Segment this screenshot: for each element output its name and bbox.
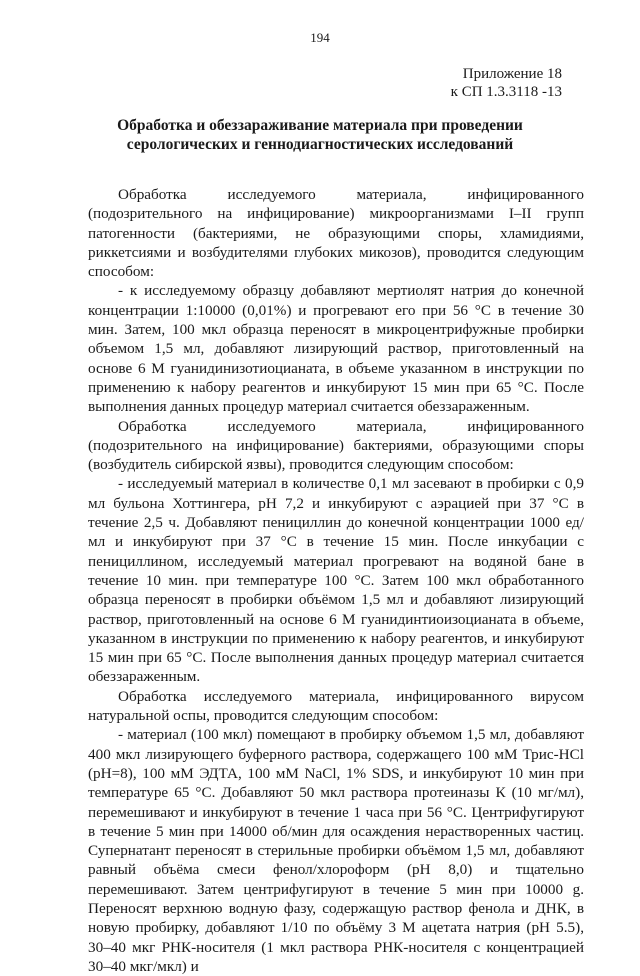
paragraph-procedure-spores: - исследуемый материал в количестве 0,1 мл засевают в пробирки с 0,9 мл бульона Хоттингера, рН 7,2 и инкубируют с аэрацией при 37 °C в течение 2,5 ч. Добавляют пенициллин до конечной концентрации 1000 ед/мл и инкубируют при 37 °C в течение 15 мин. После инкубации с пенициллином, исследуемый материал прогревают на водяной бане в течение 10 мин. при температуре 100 °C. Затем 100 мкл обработанного образца переносят в пробирки объёмом 1,5 мл и добавляют лизирующий раствор, приготовленный на основе 6 М гуанидинтиоизоцианата в объеме, указанном в инструкции по применению к набору реагентов, и инкубируют 15 мин при 65 °C. После выполнения данных процедур материал считается обеззараженным. <box>88 475 584 686</box>
title-line-1: Обработка и обеззараживание материала при проведении <box>117 117 523 134</box>
appendix-line-1: Приложение 18 <box>462 66 562 82</box>
page-number: 194 <box>310 30 330 45</box>
appendix-reference <box>451 65 562 101</box>
paragraph-intro-bacteria: Обработка исследуемого материала, инфицированного (подозрительного на инфицирование) микроорганизмами I–II групп патогенности (бактериями, не образующими споры, хламидиями, риккетсиями и возбудителями глубоких микозов), проводится следующим способом: <box>88 186 584 281</box>
title-line-2: серологических и геннодиагностических исследований <box>126 136 514 153</box>
paragraph-intro-spores: Обработка исследуемого материала, инфицированного (подозрительного на инфицирование) бактериями, образующими споры (возбудитель сибирской язвы), проводится следующим способом: <box>88 417 584 474</box>
document-title <box>80 116 560 154</box>
appendix-line-2: к СП 1.3.3118 -13 <box>450 84 562 100</box>
document-body <box>88 185 584 976</box>
paragraph-procedure-smallpox: - материал (100 мкл) помещают в пробирку объемом 1,5 мл, добавляют 400 мкл лизирующего буферного раствора, содержащего 100 мМ Трис-HCl (pH=8), 100 мМ ЭДТА, 100 мМ NaCl, 1% SDS, и инкубируют 10 мин при температуре 65 °C. Добавляют 50 мкл раствора протеиназы К (10 мг/мл), перемешивают и инкубируют в течение 1 часа при 56 °C. Центрифугируют в течение 5 мин при 14000 об/мин для осаждения нерастворенных частиц. Супернатант переносят в стерильные пробирки объёмом 1,5 мл, добавляют равный объёма смеси фенол/хлороформ (рН 8,0) и тщательно перемешивают. Затем центрифугируют в течение 5 мин при 10000 g. Переносят верхнюю водную фазу, содержащую раствор фенола и ДНК, в новую пробирку, добавляют 1/10 по объёму 3 М ацетата натрия (рН 5.5), 30–40 мкг РНК-носителя (1 мкл раствора РНК-носителя с концентрацией 30–40 мкг/мкл) и <box>88 726 584 975</box>
paragraph-intro-smallpox: Обработка исследуемого материала, инфицированного вирусом натуральной оспы, проводится следующим способом: <box>88 687 584 725</box>
paragraph-procedure-bacteria: - к исследуемому образцу добавляют мертиолят натрия до конечной концентрации 1:10000 (0,01%) и прогревают его при 56 °C в течение 30 мин. Затем, 100 мкл образца переносят в микроцентрифужные пробирки объемом 1,5 мл, добавляют лизирующий раствор, приготовленный на основе 6 М гуанидинизотиоцианата, в объеме указанном в инструкции по применению к набору реагентов и инкубируют 15 мин при 65 °C. После выполнения данных процедур материал считается обеззараженным. <box>88 282 584 416</box>
